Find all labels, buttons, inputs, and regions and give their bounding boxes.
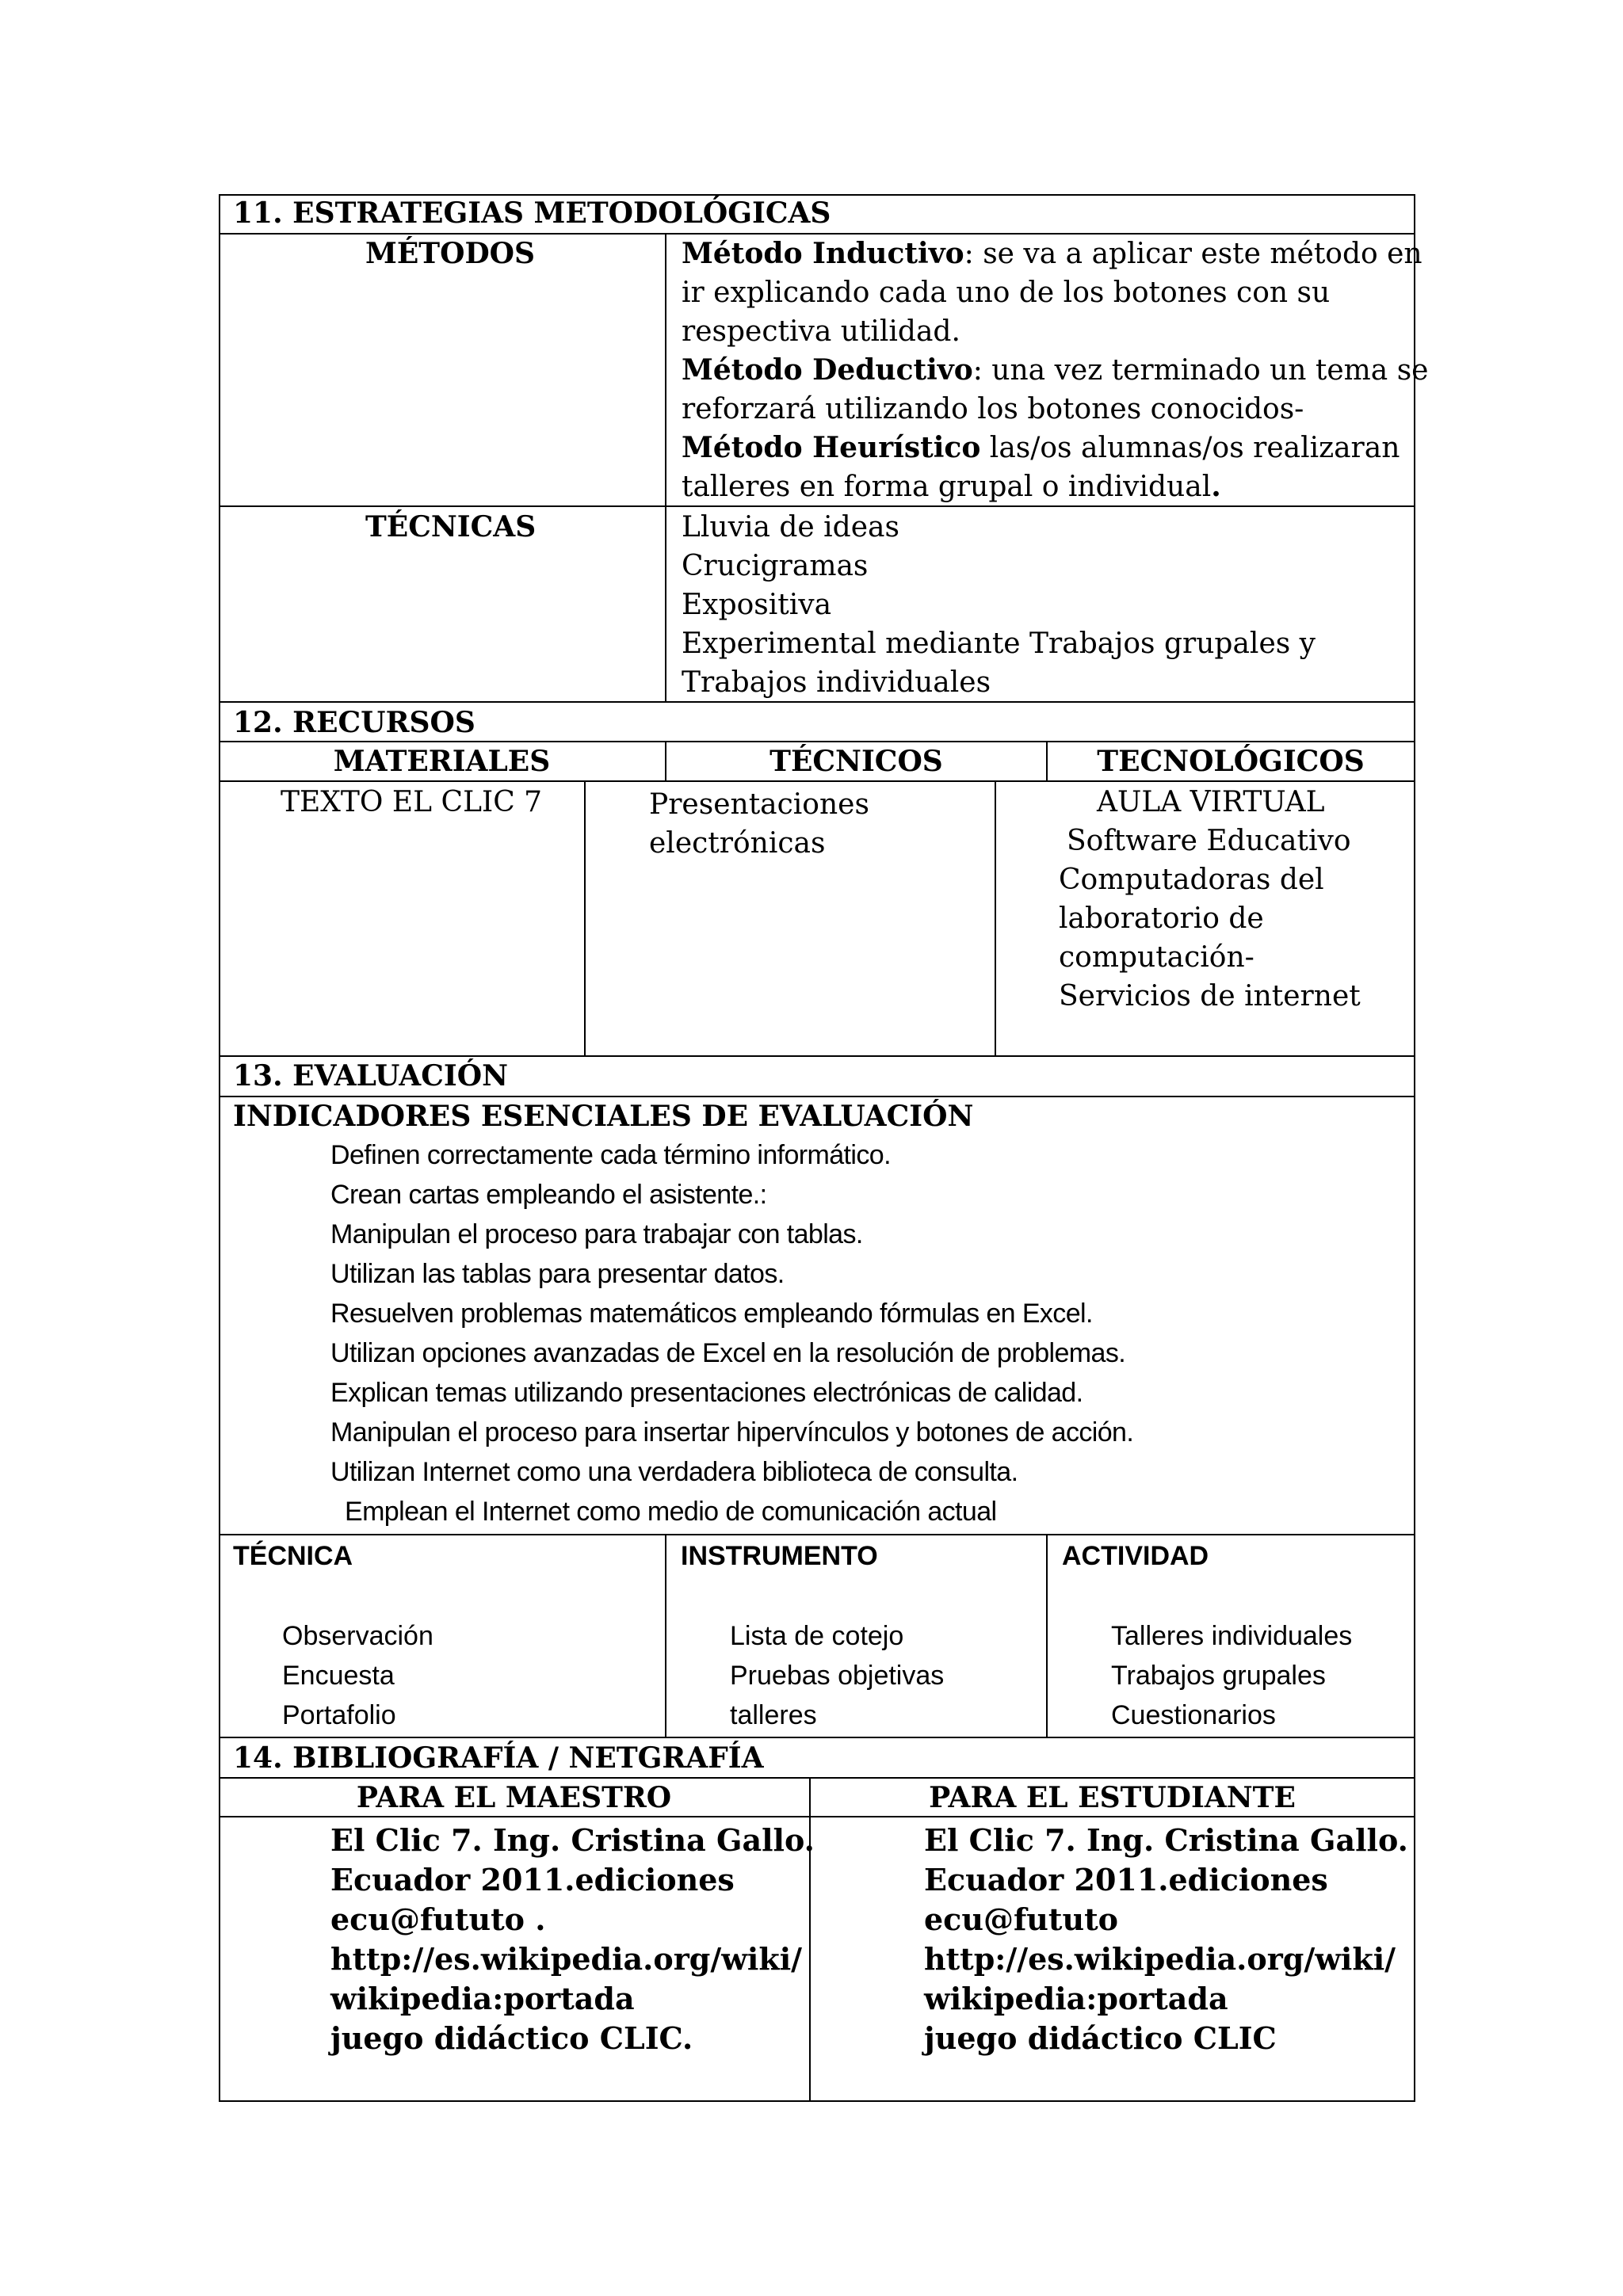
column-divider <box>1046 1534 1048 1737</box>
list-item: Utilizan opciones avanzadas de Excel en la resolución de problemas. <box>330 1338 1126 1368</box>
method-line: ir explicando cada uno de los botones con su <box>682 277 1331 309</box>
method-line <box>682 467 1411 506</box>
planning-table <box>219 194 1429 2102</box>
estudiante-label: PARA EL ESTUDIANTE <box>929 1781 1296 1814</box>
method-desc: : se va a aplicar este método en <box>964 238 1423 270</box>
list-item: Explican temas utilizando presentaciones electrónicas de calidad. <box>330 1378 1083 1408</box>
list-item: Software Educativo <box>1067 825 1351 857</box>
method-line: respectiva utilidad. <box>682 315 960 348</box>
actividad-label: ACTIVIDAD <box>1062 1541 1209 1571</box>
tecnicas-list <box>682 508 1411 702</box>
method-line <box>682 351 1429 390</box>
list-item: Servicios de internet <box>1059 980 1361 1013</box>
row-divider <box>219 1534 1415 1535</box>
materiales-value: TEXTO EL CLIC 7 <box>281 786 543 818</box>
list-item: Pruebas objetivas <box>730 1661 945 1691</box>
tecnica-label: TÉCNICA <box>233 1541 353 1571</box>
method-name: Método Deductivo <box>682 353 973 387</box>
list-item: Portafolio <box>282 1700 396 1730</box>
list-item: ecu@fututo . <box>330 1901 546 1937</box>
list-item: Manipulan el proceso para insertar hipervínculos y botones de acción. <box>330 1417 1134 1447</box>
list-item: http://es.wikipedia.org/wiki/ <box>330 1941 803 1977</box>
list-item: El Clic 7. Ing. Cristina Gallo. <box>924 1822 1408 1858</box>
list-item: Crucigramas <box>682 550 869 582</box>
method-desc: las/os alumnas/os realizaran <box>980 432 1400 464</box>
method-line: reforzará utilizando los botones conocidos- <box>682 393 1304 425</box>
list-item: Ecuador 2011.ediciones <box>924 1862 1328 1897</box>
list-item: Utilizan Internet como una verdadera biblioteca de consulta. <box>330 1457 1018 1487</box>
method-name: Método Heurístico <box>682 431 981 464</box>
column-divider <box>665 233 666 701</box>
method-desc: : una vez terminado un tema se <box>972 354 1429 387</box>
actividad-list <box>1111 1616 1352 1735</box>
indicadores-label: INDICADORES ESENCIALES DE EVALUACIÓN <box>233 1100 974 1133</box>
list-item: Manipulan el proceso para trabajar con tablas. <box>330 1219 863 1249</box>
method-line <box>682 235 1423 273</box>
column-divider <box>995 780 996 1055</box>
list-item: Trabajos grupales <box>1111 1661 1326 1691</box>
header-tecnologicos: TECNOLÓGICOS <box>1097 745 1365 778</box>
method-trail: . <box>1211 470 1221 503</box>
column-divider <box>584 780 586 1055</box>
list-item: electrónicas <box>649 827 826 860</box>
list-item: Lluvia de ideas <box>682 511 899 543</box>
maestro-list <box>330 1821 815 2058</box>
list-item: computación- <box>1059 941 1254 974</box>
section-12-title: 12. RECURSOS <box>233 706 475 739</box>
list-item: juego didáctico CLIC. <box>330 2020 693 2056</box>
list-item: Presentaciones <box>649 788 869 821</box>
list-item: Utilizan las tablas para presentar datos. <box>330 1259 785 1289</box>
list-item: http://es.wikipedia.org/wiki/ <box>924 1941 1396 1977</box>
list-item: Ecuador 2011.ediciones <box>330 1862 735 1897</box>
list-item: Talleres individuales <box>1111 1621 1353 1651</box>
method-line <box>682 429 1411 467</box>
list-item: Lista de cotejo <box>730 1621 904 1651</box>
metodos-label: MÉTODOS <box>365 237 536 270</box>
section-11-title: 11. ESTRATEGIAS METODOLÓGICAS <box>233 196 831 230</box>
list-item: Trabajos individuales <box>682 666 991 699</box>
row-divider <box>219 1737 1415 1738</box>
column-divider <box>665 1534 666 1737</box>
list-item: wikipedia:portada <box>330 1981 635 2016</box>
list-item: Expositiva <box>682 589 832 621</box>
list-item: juego didáctico CLIC <box>924 2020 1277 2056</box>
list-item: Resuelven problemas matemáticos empleando fórmulas en Excel. <box>330 1299 1093 1329</box>
tecnica-list <box>282 1616 433 1735</box>
list-item: wikipedia:portada <box>924 1981 1228 2016</box>
estudiante-list <box>924 1821 1408 2058</box>
tecnicas-label: TÉCNICAS <box>365 510 537 543</box>
list-item: AULA VIRTUAL <box>1097 786 1325 818</box>
list-item: Experimental mediante Trabajos grupales y <box>682 627 1316 660</box>
list-item: ecu@fututo <box>924 1901 1118 1937</box>
indicadores-list <box>330 1135 1133 1531</box>
list-item: Computadoras del <box>1059 864 1324 896</box>
list-item: Cuestionarios <box>1111 1700 1276 1730</box>
section-13-title: 13. EVALUACIÓN <box>233 1059 508 1093</box>
maestro-label: PARA EL MAESTRO <box>356 1781 672 1814</box>
instrumento-list <box>730 1616 944 1735</box>
list-item: Crean cartas empleando el asistente.: <box>330 1180 767 1210</box>
header-tecnicos: TÉCNICOS <box>769 745 943 778</box>
method-desc: talleres en forma grupal o individual <box>682 471 1212 503</box>
list-item: Encuesta <box>282 1661 395 1691</box>
list-item: El Clic 7. Ing. Cristina Gallo. <box>330 1822 815 1858</box>
header-materiales: MATERIALES <box>333 745 551 778</box>
list-item: Definen correctamente cada término informático. <box>330 1140 891 1170</box>
tecnologicos-list <box>1059 783 1361 1016</box>
list-item: Emplean el Internet como medio de comunicación actual <box>345 1497 997 1527</box>
instrumento-label: INSTRUMENTO <box>681 1541 878 1571</box>
table-border <box>219 2100 1415 2102</box>
list-item: Observación <box>282 1621 433 1651</box>
method-name: Método Inductivo <box>682 237 964 270</box>
section-14-title: 14. BIBLIOGRAFÍA / NETGRAFÍA <box>233 1741 764 1775</box>
tecnicos-list <box>649 785 869 863</box>
metodos-content <box>682 235 1429 506</box>
list-item: talleres <box>730 1700 817 1730</box>
list-item: laboratorio de <box>1059 902 1264 935</box>
